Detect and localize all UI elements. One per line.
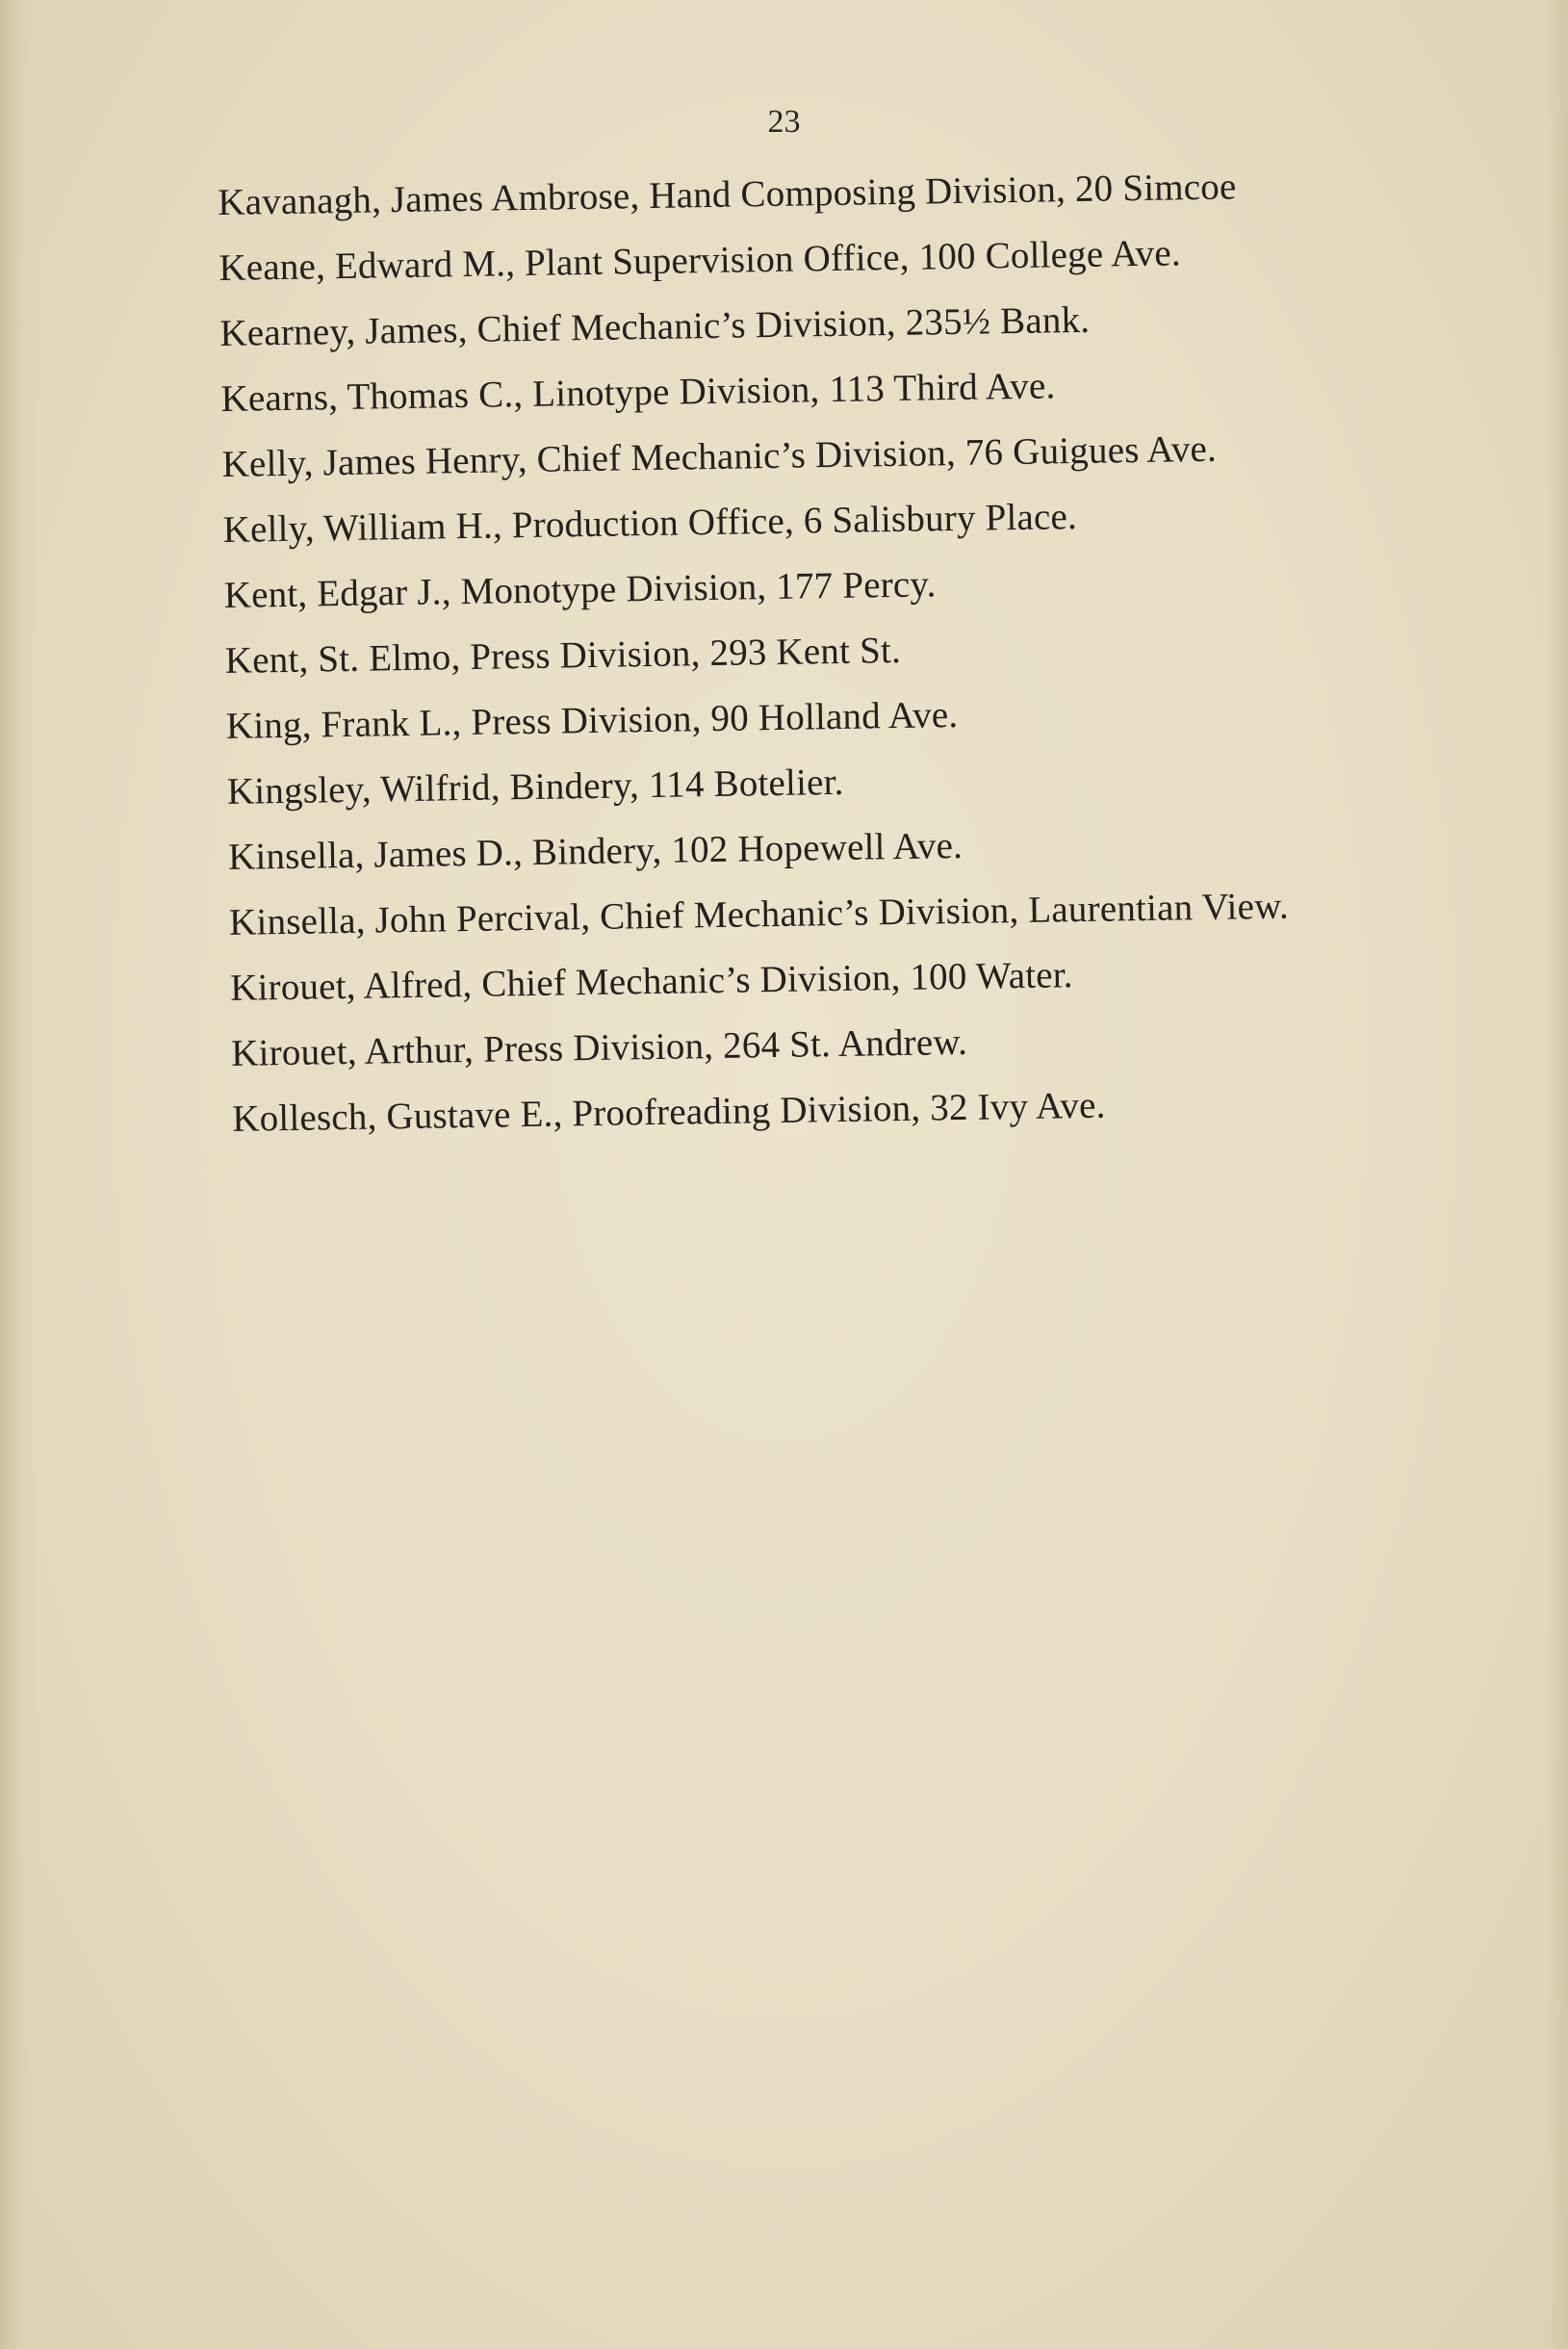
directory-entry: Keane, Edward M., Plant Supervision Office, 100 College Ave. [218, 232, 1182, 289]
directory-entry: Kearns, Thomas C., Linotype Division, 113 Third Ave. [220, 365, 1056, 420]
directory-list [218, 163, 1427, 1163]
directory-entry: Kavanagh, James Ambrose, Hand Composing Division, 20 Simcoe [218, 166, 1237, 223]
directory-entry: Kollesch, Gustave E., Proofreading Division, 32 Ivy Ave. [231, 1084, 1106, 1140]
directory-entry: Kent, St. Elmo, Press Division, 293 Kent St. [224, 629, 902, 682]
directory-entry: Kinsella, John Percival, Chief Mechanic’s Division, Laurentian View. [228, 885, 1290, 943]
directory-entry: King, Frank L., Press Division, 90 Holland Ave. [225, 693, 959, 747]
directory-entry: Kent, Edgar J., Monotype Division, 177 Percy. [223, 563, 937, 616]
page-edge-right [1545, 0, 1568, 2349]
directory-entry: Kelly, William H., Production Office, 6 Salisbury Place. [222, 496, 1078, 551]
page-number: 23 [767, 104, 801, 140]
directory-entry: Kinsella, James D., Bindery, 102 Hopewell Ave. [227, 824, 964, 878]
page-edge-left [0, 0, 37, 2349]
directory-entry: Kearney, James, Chief Mechanic’s Division, 235½ Bank. [219, 298, 1091, 354]
directory-entry: Kingsley, Wilfrid, Bindery, 114 Botelier. [226, 761, 844, 813]
directory-entry: Kirouet, Alfred, Chief Mechanic’s Division, 100 Water. [229, 954, 1074, 1009]
directory-entry: Kirouet, Arthur, Press Division, 264 St. Andrew. [230, 1020, 968, 1074]
directory-entry: Kelly, James Henry, Chief Mechanic’s Division, 76 Guigues Ave. [221, 427, 1218, 485]
